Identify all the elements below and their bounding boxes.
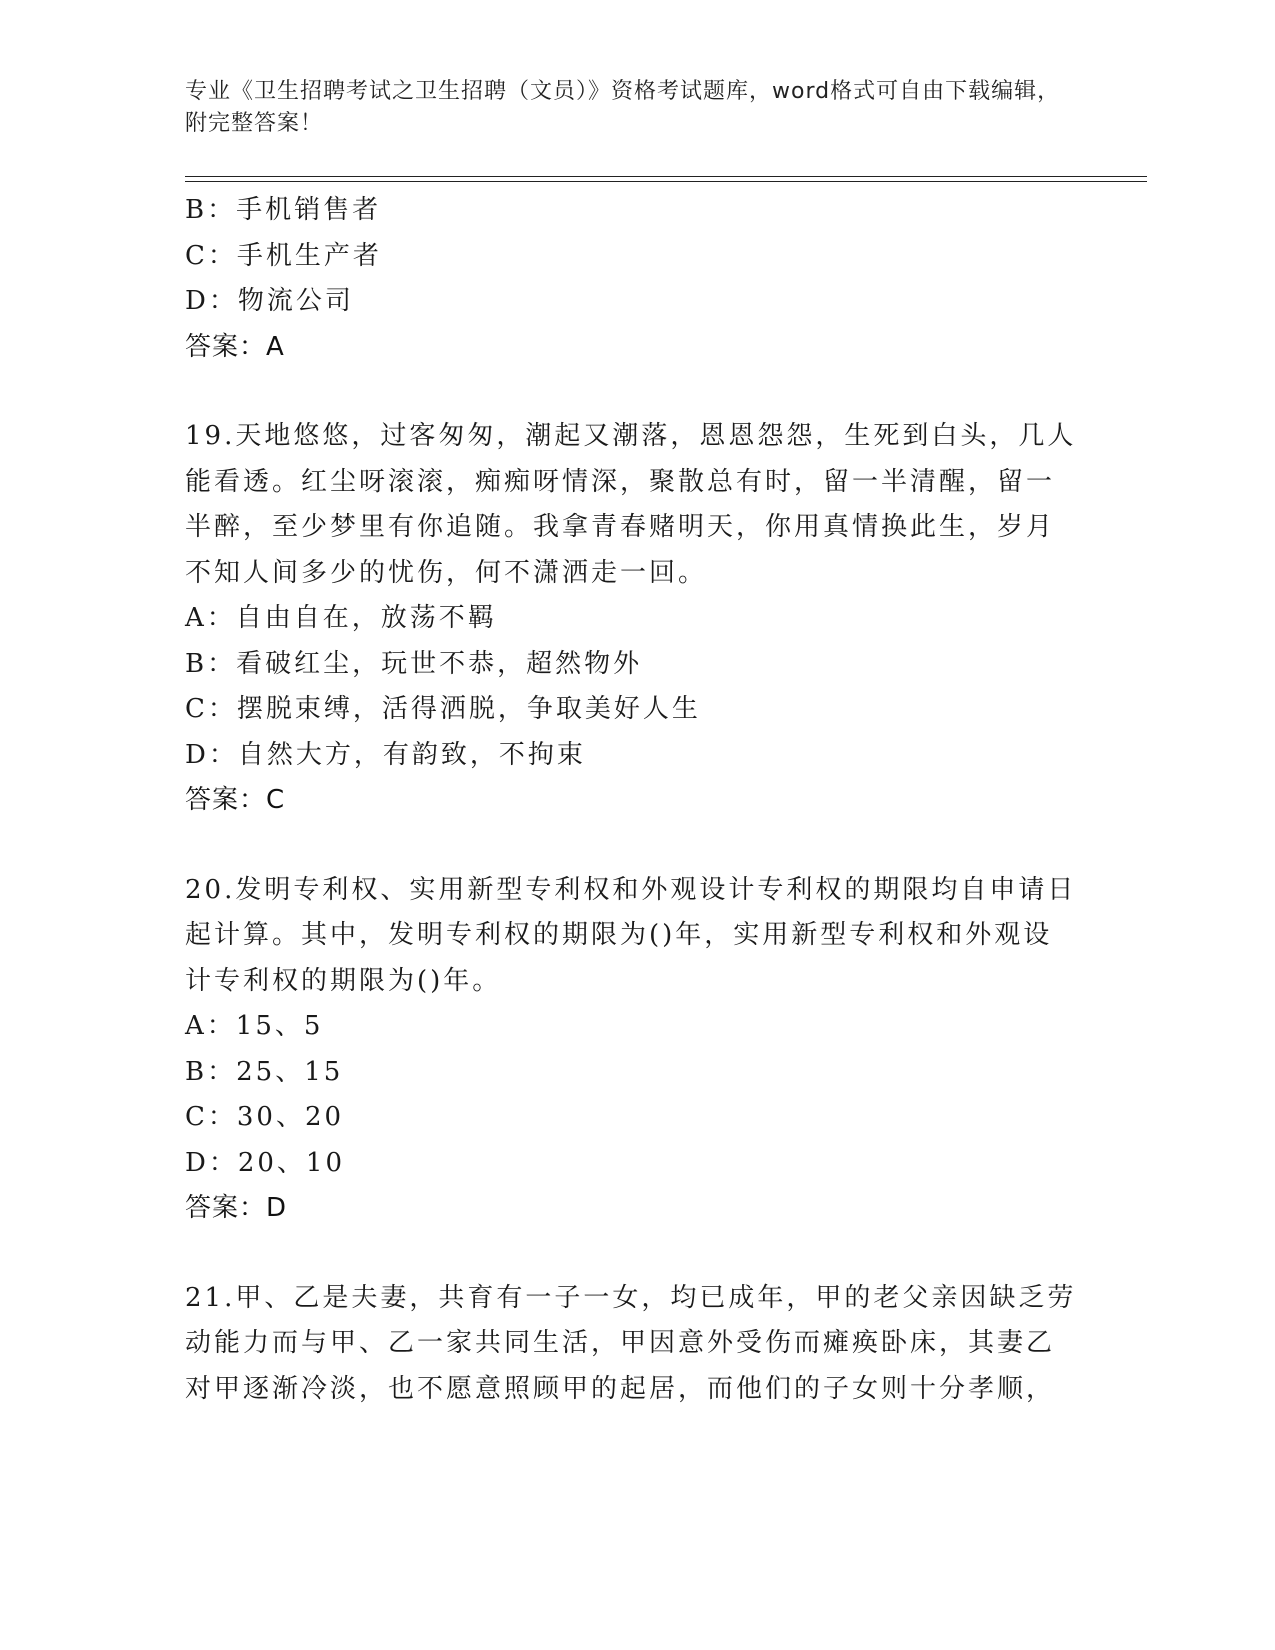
header-rule-top <box>185 176 1147 177</box>
question-21 <box>185 1276 1085 1413</box>
option-b: B：手机销售者 <box>185 195 382 225</box>
option-d: D：自然大方，有韵致，不拘束 <box>185 739 586 770</box>
option-a: A：15、5 <box>185 1011 324 1041</box>
question-text-line: 动能力而与甲、乙一家共同生活，甲因意外受伤而瘫痪卧床，其妻乙 <box>185 1328 1056 1358</box>
answer-line: 答案：C <box>185 785 286 815</box>
question-text-line: 半醉，至少梦里有你追随。我拿青春赌明天，你用真情换此生，岁月 <box>185 512 1056 542</box>
question-text-line: 21.甲、乙是夫妻，共育有一子一女，均已成年，甲的老父亲因缺乏劳 <box>185 1282 1077 1313</box>
spacer <box>185 824 1085 868</box>
question-text-line: 能看透。红尘呀滚滚，痴痴呀情深，聚散总有时，留一半清醒，留一 <box>185 466 1056 497</box>
question-text-line: 起计算。其中，发明专利权的期限为()年，实用新型专利权和外观设 <box>185 920 1053 950</box>
answer-line: 答案：A <box>185 331 285 362</box>
document-content <box>185 188 1085 1412</box>
question-text-line: 不知人间多少的忧伤，何不潇洒走一回。 <box>185 557 708 588</box>
header-rule-bottom <box>185 181 1147 182</box>
spacer <box>185 1232 1085 1276</box>
question-19 <box>185 414 1085 824</box>
spacer <box>185 370 1085 414</box>
question-text-line: 19.天地悠悠，过客匆匆，潮起又潮落，恩恩怨怨，生死到白头，几人 <box>185 421 1077 451</box>
option-d: D：20、10 <box>185 1147 346 1178</box>
question-text-line: 对甲逐渐冷淡，也不愿意照顾甲的起居，而他们的子女则十分孝顺， <box>185 1373 1056 1404</box>
answer-line: 答案：D <box>185 1193 288 1223</box>
option-b: B：看破红尘，玩世不恭，超然物外 <box>185 648 643 679</box>
prev-question <box>185 188 1085 370</box>
question-text-line: 计专利权的期限为()年。 <box>185 965 502 996</box>
option-c: C：摆脱束缚，活得洒脱，争取美好人生 <box>185 694 701 724</box>
option-b: B：25、15 <box>185 1056 344 1087</box>
question-text-line: 20.发明专利权、实用新型专利权和外观设计专利权的期限均自申请日 <box>185 874 1077 905</box>
question-20 <box>185 868 1085 1232</box>
document-header: 专业《卫生招聘考试之卫生招聘（文员）》资格考试题库，word格式可自由下载编辑，附完整答案！ <box>185 79 1061 136</box>
option-c: C：30、20 <box>185 1102 345 1132</box>
option-a: A：自由自在，放荡不羁 <box>185 603 497 633</box>
option-c: C：手机生产者 <box>185 240 382 271</box>
option-d: D：物流公司 <box>185 286 354 316</box>
